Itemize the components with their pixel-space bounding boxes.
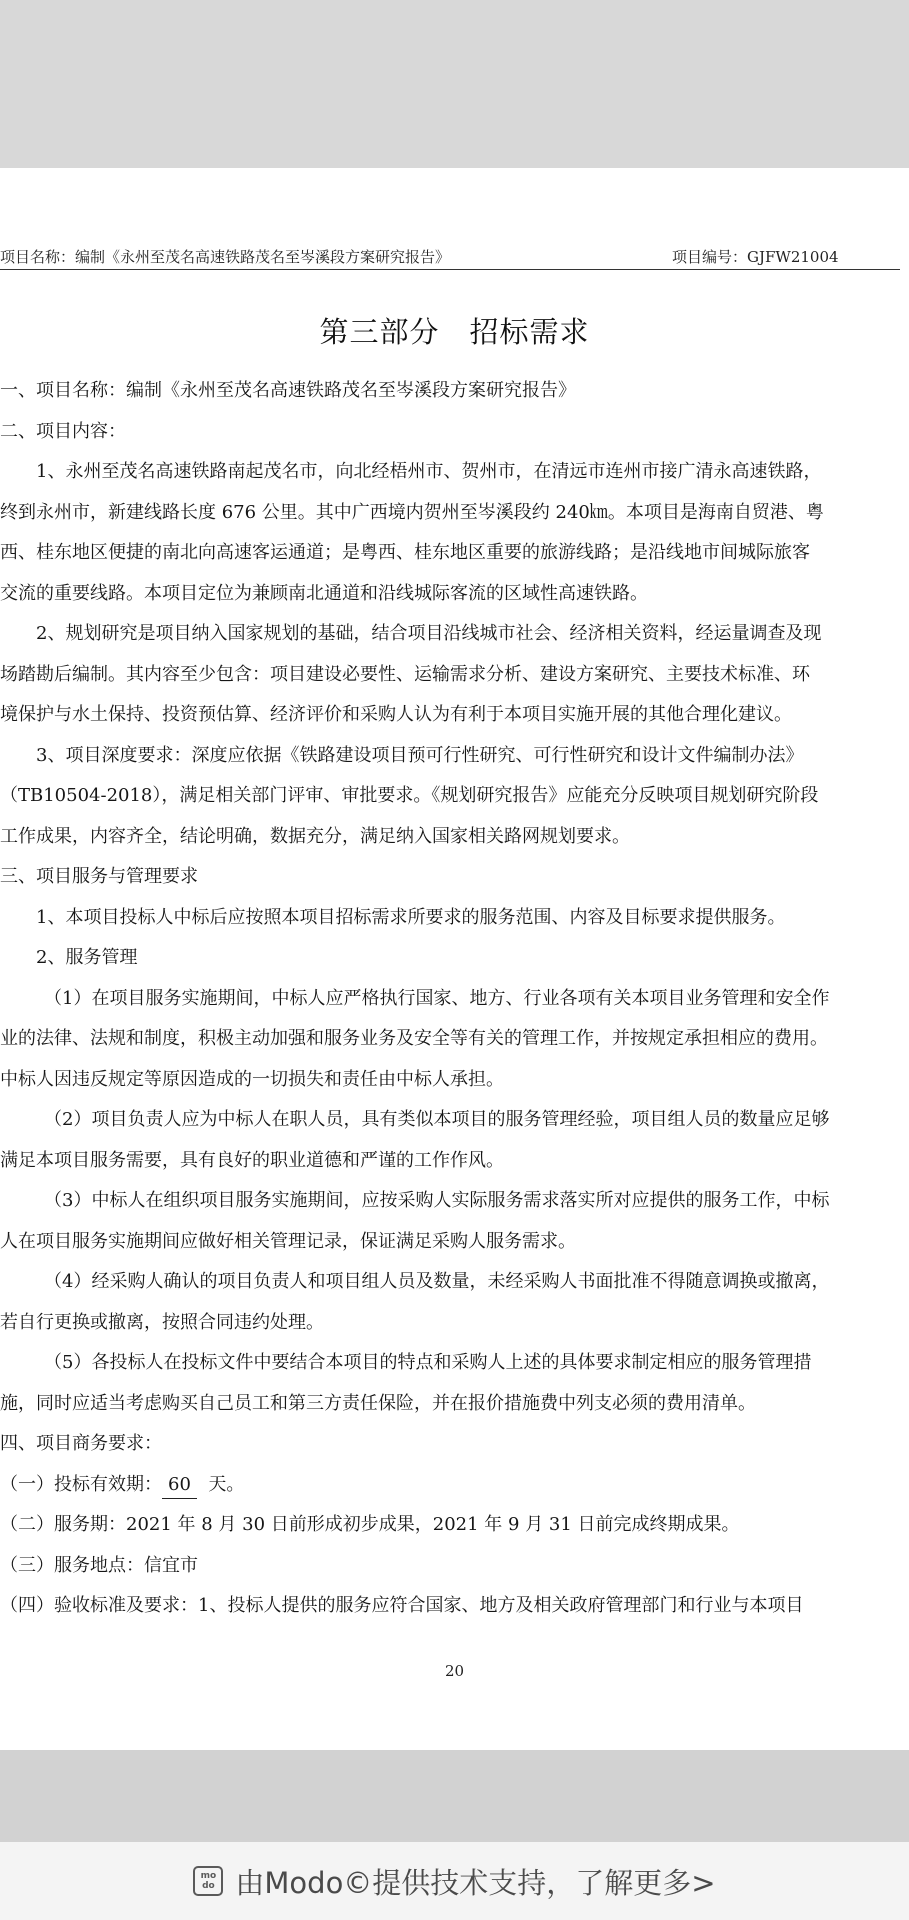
paragraph-line: 场踏勘后编制。其内容至少包含：项目建设必要性、运输需求分析、建设方案研究、主要技术标准、环 — [0, 663, 810, 685]
paragraph-line: （5）各投标人在投标文件中要结合本项目的特点和采购人上述的具体要求制定相应的服务管理措 — [44, 1352, 812, 1373]
bid-validity-value: 60 — [162, 1472, 197, 1499]
header-rule — [0, 269, 900, 270]
section-heading: 三、项目服务与管理要求 — [0, 866, 198, 887]
paragraph-line: 西、桂东地区便捷的南北向高速客运通道；是粤西、桂东地区重要的旅游线路；是沿线地市间城际旅客 — [0, 542, 810, 563]
paragraph-line: 终到永州市，新建线路长度 676 公里。其中广西境内贺州至岑溪段约 240㎞。本项目是海南自贸港、粤 — [0, 501, 824, 523]
bid-validity-label: （一）投标有效期： — [0, 1473, 162, 1495]
page-number: 20 — [444, 1662, 465, 1680]
paragraph-line: 境保护与水土保持、投资预估算、经济评价和采购人认为有利于本项目实施开展的其他合理化建议。 — [0, 704, 792, 725]
document-body — [0, 371, 890, 1627]
modo-logo-bottom: do — [202, 1881, 215, 1891]
modo-support-banner[interactable] — [0, 1842, 909, 1920]
document-page — [0, 168, 909, 1750]
paragraph-line: 施，同时应适当考虑购买自己员工和第三方责任保险，并在报价措施费中列支必须的费用清单。 — [0, 1392, 756, 1414]
paragraph-line: 1、永州至茂名高速铁路南起茂名市，向北经梧州市、贺州市，在清远市连州市接广清永高速铁路， — [36, 461, 822, 482]
header-project-name: 项目名称：编制《永州至茂名高速铁路茂名至岑溪段方案研究报告》 — [0, 248, 451, 266]
modo-logo-icon — [193, 1866, 223, 1896]
paragraph-line: （4）经采购人确认的项目负责人和项目组人员及数量，未经采购人书面批准不得随意调换或撤离， — [44, 1271, 830, 1292]
section-heading: 四、项目商务要求： — [0, 1433, 162, 1454]
paragraph-line: （3）中标人在组织项目服务实施期间，应按采购人实际服务需求落实所对应提供的服务工作，中标 — [44, 1190, 830, 1211]
title-part: 第三部分 — [319, 315, 440, 349]
page-header — [0, 246, 909, 270]
paragraph-line: （TB10504-2018），满足相关部门评审、审批要求。《规划研究报告》应能充分反映项目规划研究阶段 — [0, 785, 819, 806]
top-gray-band — [0, 0, 909, 168]
paragraph-line: 1、本项目投标人中标后应按照本项目招标需求所要求的服务范围、内容及目标要求提供服务。 — [36, 906, 786, 928]
subsection-heading: 2、服务管理 — [36, 947, 138, 968]
bid-validity-line — [0, 1465, 890, 1506]
paragraph-line: （1）在项目服务实施期间，中标人应严格执行国家、地方、行业各项有关本项目业务管理和安全作 — [44, 987, 830, 1009]
paragraph-line: （2）项目负责人应为中标人在职人员，具有类似本项目的服务管理经验，项目组人员的数量应足够 — [44, 1109, 830, 1130]
paragraph-line: （二）服务期：2021 年 8 月 30 日前形成初步成果，2021 年 9 月 31 日前完成终期成果。 — [0, 1514, 740, 1535]
paragraph-line: 2、规划研究是项目纳入国家规划的基础，结合项目沿线城市社会、经济相关资料，经运量调查及现 — [36, 623, 822, 644]
paragraph-line: （三）服务地点：信宜市 — [0, 1554, 198, 1576]
section-heading: 一、项目名称：编制《永州至茂名高速铁路茂名至岑溪段方案研究报告》 — [0, 380, 576, 401]
paragraph-line: 人在项目服务实施期间应做好相关管理记录，保证满足采购人服务需求。 — [0, 1230, 576, 1252]
title-name: 招标需求 — [469, 315, 590, 349]
paragraph-line: 业的法律、法规和制度，积极主动加强和服务业务及安全等有关的管理工作，并按规定承担相应的费用。 — [0, 1028, 828, 1049]
paragraph-line: 若自行更换或撤离，按照合同违约处理。 — [0, 1311, 324, 1333]
paragraph-line: （四）验收标准及要求：1、投标人提供的服务应符合国家、地方及相关政府管理部门和行业与本项目 — [0, 1595, 804, 1616]
paragraph-line: 中标人因违反规定等原因造成的一切损失和责任由中标人承担。 — [0, 1068, 504, 1090]
paragraph-line: 满足本项目服务需要，具有良好的职业道德和严谨的工作作风。 — [0, 1149, 504, 1171]
modo-logo-top: mo — [200, 1871, 217, 1881]
modo-support-link[interactable]: 由Modo©提供技术支持，了解更多> — [235, 1865, 716, 1900]
paragraph-line: 工作成果，内容齐全，结论明确，数据充分，满足纳入国家相关路网规划要求。 — [0, 825, 630, 847]
paragraph-line: 3、项目深度要求：深度应依据《铁路建设项目预可行性研究、可行性研究和设计文件编制办法》 — [36, 744, 804, 766]
page-title — [0, 312, 909, 352]
section-heading: 二、项目内容： — [0, 420, 126, 442]
bid-validity-unit: 天。 — [208, 1473, 245, 1495]
bottom-gray-band — [0, 1750, 909, 1842]
paragraph-line: 交流的重要线路。本项目定位为兼顾南北通道和沿线城际客流的区域性高速铁路。 — [0, 582, 648, 604]
header-project-number: 项目编号：GJFW21004 — [672, 248, 839, 266]
